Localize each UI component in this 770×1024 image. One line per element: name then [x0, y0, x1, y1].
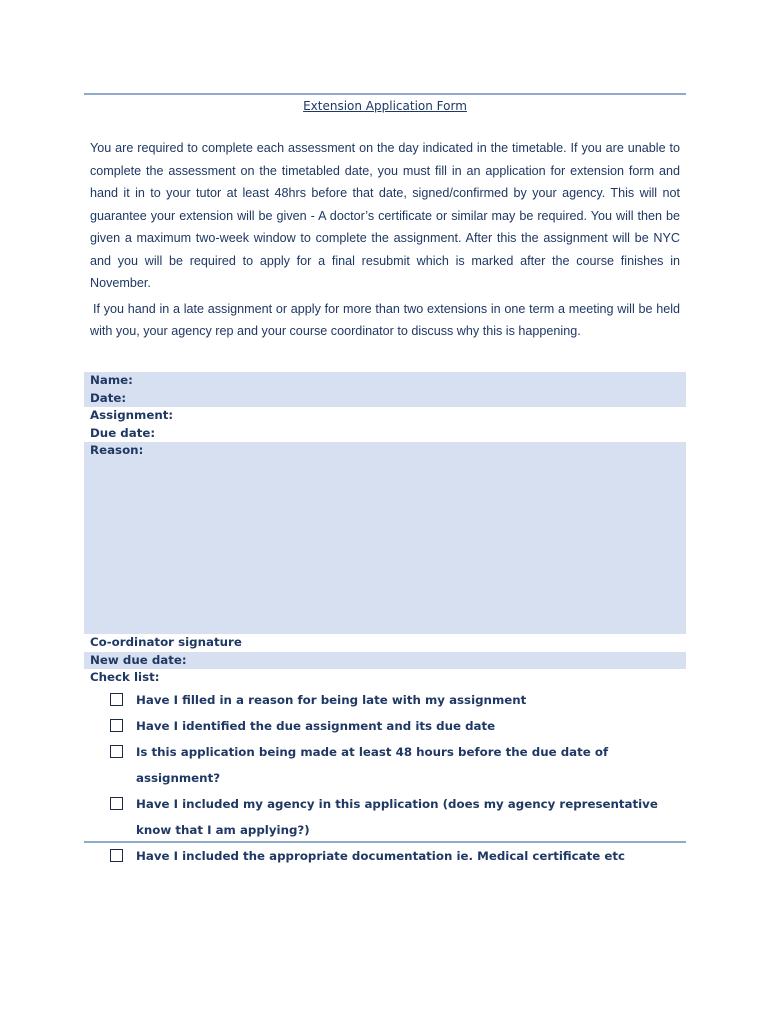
checklist-item-label: Have I filled in a reason for being late with my assignment [136, 692, 527, 707]
date-field[interactable]: Date: [84, 390, 686, 408]
reason-field[interactable]: Reason: [84, 442, 686, 634]
coordinator-signature-field[interactable]: Co-ordinator signature [90, 635, 242, 649]
checklist-item[interactable] [110, 739, 686, 791]
checklist-item-label: Have I identified the due assignment and its due date [136, 718, 496, 733]
checklist-item-label: Have I included the appropriate documentation ie. Medical certificate etc [136, 848, 625, 863]
top-rule [84, 93, 686, 95]
checklist-item[interactable] [110, 687, 686, 713]
due-date-field[interactable]: Due date: [90, 425, 156, 440]
intro-paragraph-1: You are required to complete each assessment on the day indicated in the timetable. If you are unable to complete the assessment on the timetabled date, you must fill in an application for extension form and hand it in to your tutor at least 48hrs before that date, signed/confirmed by your agency. This will not guarantee your extension will be given - A doctor’s certificate or similar may be required. You will then be given a maximum two-week window to complete the assignment. After this the assignment will be NYC and you will be required to apply for a final resubmit which is marked after the course finishes in November. [90, 141, 680, 290]
document-page [84, 93, 686, 863]
intro-paragraph-2: If you hand in a late assignment or apply for more than two extensions in one term a meeting will be held with you, your agency rep and your course coordinator to discuss why this is happening. [90, 301, 680, 338]
bottom-rule [84, 841, 686, 843]
checkbox[interactable] [110, 745, 123, 758]
intro-text [90, 137, 680, 343]
check-list-heading: Check list: [90, 670, 160, 684]
new-due-date-field[interactable]: New due date: [84, 652, 686, 670]
name-field[interactable]: Name: [84, 372, 686, 390]
application-form [84, 372, 686, 869]
checklist-item-label: Have I included my agency in this application (does my agency representative know that I am applying?) [136, 796, 658, 837]
checklist-item[interactable] [110, 713, 686, 739]
checklist-item[interactable] [110, 843, 686, 869]
checklist-item[interactable] [110, 791, 686, 843]
checkbox[interactable] [110, 849, 123, 862]
checkbox[interactable] [110, 719, 123, 732]
checkbox[interactable] [110, 693, 123, 706]
form-title: Extension Application Form [303, 99, 467, 113]
assignment-field[interactable]: Assignment: [90, 408, 174, 422]
checklist-item-label: Is this application being made at least 48 hours before the due date of assignment? [136, 744, 609, 785]
checkbox[interactable] [110, 797, 123, 810]
